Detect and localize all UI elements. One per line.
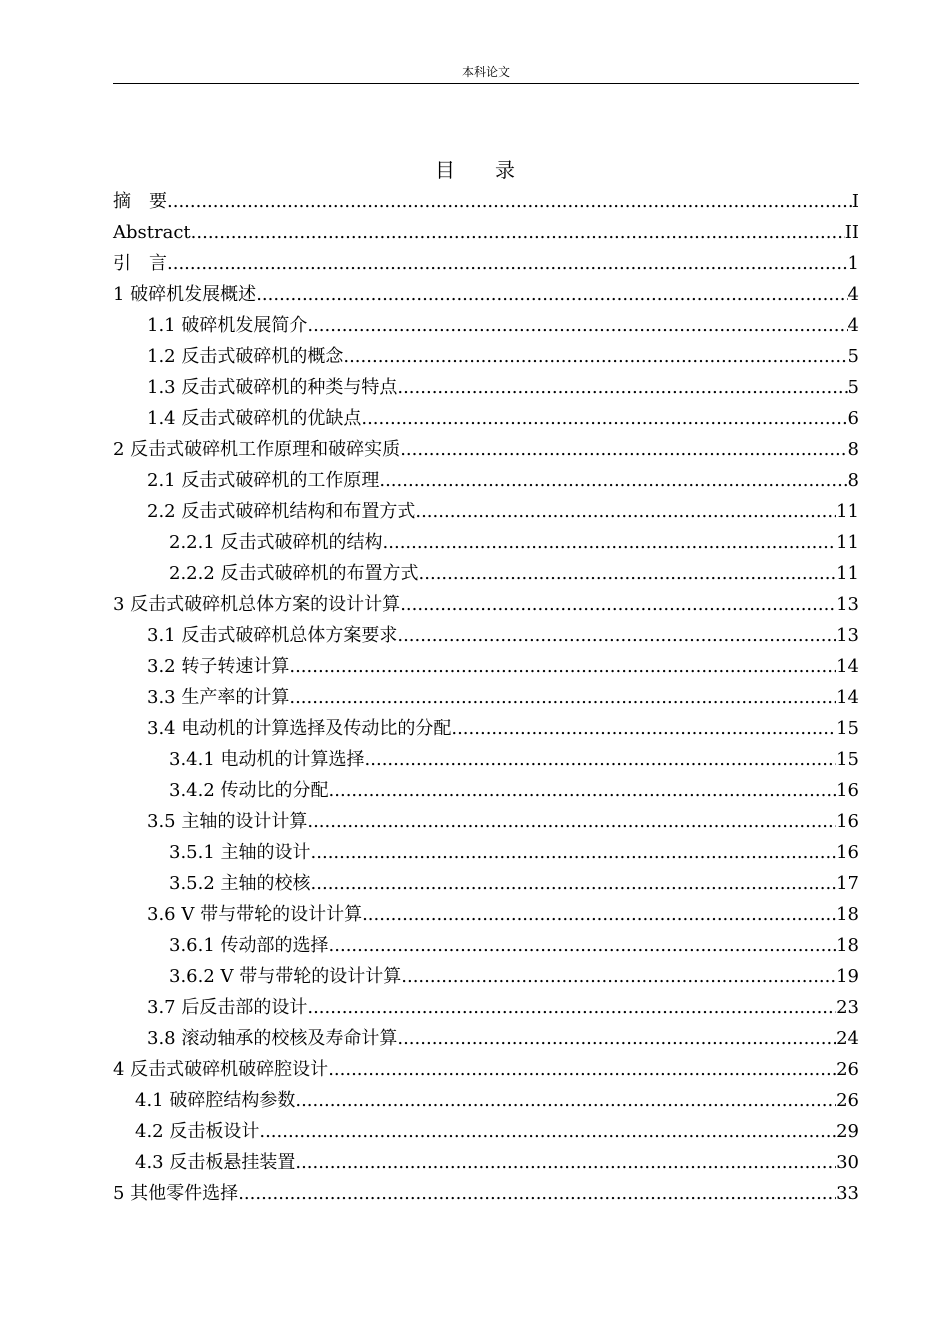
toc-entry-page: 11 bbox=[836, 563, 859, 584]
toc-entry-page: 6 bbox=[847, 408, 859, 429]
toc-dot-leader bbox=[238, 1178, 836, 1209]
toc-dot-leader bbox=[256, 279, 847, 310]
toc-entry-label: 2.1 反击式破碎机的工作原理 bbox=[147, 470, 380, 491]
toc-entry-page: 33 bbox=[836, 1183, 859, 1204]
toc-entry-page: 16 bbox=[836, 780, 859, 801]
page-header: 本科论文 bbox=[113, 62, 859, 84]
toc-entry-page: 18 bbox=[836, 904, 859, 925]
toc-entry-label: 3 反击式破碎机总体方案的设计计算 bbox=[113, 594, 401, 615]
toc-dot-leader bbox=[379, 465, 847, 496]
toc-entry[interactable] bbox=[113, 868, 859, 899]
toc-entry-label: 2.2.2 反击式破碎机的布置方式 bbox=[169, 563, 419, 584]
toc-entry-label: 2 反击式破碎机工作原理和破碎实质 bbox=[113, 439, 401, 460]
toc-entry-page: 24 bbox=[836, 1028, 859, 1049]
toc-dot-leader bbox=[401, 961, 836, 992]
toc-entry-page: 4 bbox=[847, 315, 859, 336]
toc-entry-page: I bbox=[851, 191, 859, 212]
toc-entry-label: Abstract bbox=[113, 222, 191, 243]
toc-entry[interactable] bbox=[113, 1116, 859, 1147]
toc-entry-label: 1 破碎机发展概述 bbox=[113, 284, 257, 305]
toc-entry-label: 3.1 反击式破碎机总体方案要求 bbox=[147, 625, 398, 646]
toc-entry-label: 3.4 电动机的计算选择及传动比的分配 bbox=[147, 718, 452, 739]
toc-entry-page: 14 bbox=[836, 656, 859, 677]
toc-dot-leader bbox=[400, 434, 847, 465]
toc-entry-page: 19 bbox=[836, 966, 859, 987]
toc-entry-page: 15 bbox=[836, 749, 859, 770]
toc-entry-page: 8 bbox=[847, 439, 859, 460]
toc-entry-label: 3.3 生产率的计算 bbox=[147, 687, 290, 708]
toc-entry-label: 3.2 转子转速计算 bbox=[147, 656, 290, 677]
toc-dot-leader bbox=[365, 744, 837, 775]
toc-entry-page: 4 bbox=[847, 284, 859, 305]
table-of-contents bbox=[113, 186, 859, 1209]
toc-entry[interactable] bbox=[113, 620, 859, 651]
toc-entry-page: 15 bbox=[836, 718, 859, 739]
toc-entry-page: 11 bbox=[836, 532, 859, 553]
toc-entry[interactable] bbox=[113, 744, 859, 775]
toc-entry[interactable] bbox=[113, 434, 859, 465]
toc-dot-leader bbox=[259, 1116, 836, 1147]
toc-entry[interactable] bbox=[113, 589, 859, 620]
toc-entry-label: 3.8 滚动轴承的校核及寿命计算 bbox=[147, 1028, 398, 1049]
page-title: 目 录 bbox=[435, 158, 515, 182]
toc-entry-label: 3.5 主轴的设计计算 bbox=[147, 811, 308, 832]
toc-entry-page: 29 bbox=[836, 1121, 859, 1142]
toc-entry[interactable] bbox=[113, 527, 859, 558]
toc-entry-label: 1.3 反击式破碎机的种类与特点 bbox=[147, 377, 398, 398]
toc-entry-page: 26 bbox=[836, 1090, 859, 1111]
toc-entry[interactable] bbox=[113, 930, 859, 961]
toc-dot-leader bbox=[295, 1085, 836, 1116]
toc-entry-page: 14 bbox=[836, 687, 859, 708]
toc-dot-leader bbox=[383, 527, 837, 558]
toc-entry-label: 3.5.1 主轴的设计 bbox=[169, 842, 311, 863]
toc-entry[interactable] bbox=[113, 1178, 859, 1209]
toc-entry-label: 3.6.2 V 带与带轮的设计计算 bbox=[169, 966, 402, 987]
toc-dot-leader bbox=[343, 341, 847, 372]
toc-dot-leader bbox=[397, 372, 847, 403]
toc-dot-leader bbox=[167, 186, 852, 217]
toc-entry[interactable] bbox=[113, 961, 859, 992]
toc-entry-page: 13 bbox=[836, 625, 859, 646]
toc-entry-page: 8 bbox=[847, 470, 859, 491]
toc-entry-label: 5 其他零件选择 bbox=[113, 1183, 239, 1204]
toc-entry[interactable] bbox=[113, 1085, 859, 1116]
toc-dot-leader bbox=[311, 837, 837, 868]
toc-entry-label: 4 反击式破碎机破碎腔设计 bbox=[113, 1059, 329, 1080]
toc-entry-label: 3.4.1 电动机的计算选择 bbox=[169, 749, 365, 770]
toc-entry[interactable] bbox=[113, 713, 859, 744]
toc-entry-label: 3.6 V 带与带轮的设计计算 bbox=[147, 904, 363, 925]
toc-entry[interactable] bbox=[113, 217, 859, 248]
toc-entry[interactable] bbox=[113, 775, 859, 806]
toc-entry[interactable] bbox=[113, 992, 859, 1023]
toc-dot-leader bbox=[191, 217, 845, 248]
toc-dot-leader bbox=[289, 682, 836, 713]
toc-entry-label: 3.4.2 传动比的分配 bbox=[169, 780, 329, 801]
toc-entry-label: 2.2 反击式破碎机结构和布置方式 bbox=[147, 501, 416, 522]
toc-entry[interactable] bbox=[113, 403, 859, 434]
toc-entry-label: 3.7 后反击部的设计 bbox=[147, 997, 308, 1018]
toc-entry[interactable] bbox=[113, 1147, 859, 1178]
toc-entry-label: 2.2.1 反击式破碎机的结构 bbox=[169, 532, 383, 553]
toc-dot-leader bbox=[361, 403, 847, 434]
toc-entry[interactable] bbox=[113, 279, 859, 310]
toc-entry[interactable] bbox=[113, 372, 859, 403]
toc-entry[interactable] bbox=[113, 682, 859, 713]
toc-entry-label: 3.6.1 传动部的选择 bbox=[169, 935, 329, 956]
toc-entry[interactable] bbox=[113, 651, 859, 682]
toc-entry-label: 3.5.2 主轴的校核 bbox=[169, 873, 311, 894]
toc-dot-leader bbox=[397, 620, 836, 651]
toc-entry-page: 17 bbox=[836, 873, 859, 894]
toc-dot-leader bbox=[451, 713, 836, 744]
toc-dot-leader bbox=[307, 992, 836, 1023]
toc-entry-label: 1.2 反击式破碎机的概念 bbox=[147, 346, 344, 367]
toc-entry[interactable] bbox=[113, 341, 859, 372]
toc-entry-page: II bbox=[844, 222, 859, 243]
toc-entry-page: 11 bbox=[836, 501, 859, 522]
toc-entry[interactable] bbox=[113, 310, 859, 341]
toc-dot-leader bbox=[328, 1054, 836, 1085]
toc-entry-page: 23 bbox=[836, 997, 859, 1018]
toc-entry-label: 4.1 破碎腔结构参数 bbox=[135, 1090, 296, 1111]
toc-dot-leader bbox=[307, 310, 847, 341]
toc-entry[interactable] bbox=[113, 1023, 859, 1054]
toc-entry[interactable] bbox=[113, 465, 859, 496]
toc-entry-page: 30 bbox=[836, 1152, 859, 1173]
toc-entry-label: 引 言 bbox=[113, 253, 167, 274]
toc-dot-leader bbox=[329, 930, 837, 961]
toc-entry-label: 1.4 反击式破碎机的优缺点 bbox=[147, 408, 362, 429]
toc-entry-page: 16 bbox=[836, 811, 859, 832]
toc-entry[interactable] bbox=[113, 837, 859, 868]
toc-dot-leader bbox=[419, 558, 837, 589]
toc-entry-page: 13 bbox=[836, 594, 859, 615]
toc-dot-leader bbox=[311, 868, 837, 899]
toc-entry[interactable] bbox=[113, 806, 859, 837]
toc-entry[interactable] bbox=[113, 558, 859, 589]
toc-dot-leader bbox=[307, 806, 836, 837]
toc-entry-page: 26 bbox=[836, 1059, 859, 1080]
toc-dot-leader bbox=[167, 248, 848, 279]
toc-entry-label: 4.2 反击板设计 bbox=[135, 1121, 260, 1142]
toc-entry-label: 4.3 反击板悬挂装置 bbox=[135, 1152, 296, 1173]
toc-entry-page: 18 bbox=[836, 935, 859, 956]
toc-entry[interactable] bbox=[113, 248, 859, 279]
toc-dot-leader bbox=[289, 651, 836, 682]
toc-entry-page: 5 bbox=[847, 377, 859, 398]
toc-dot-leader bbox=[397, 1023, 836, 1054]
toc-entry[interactable] bbox=[113, 899, 859, 930]
toc-entry-page: 5 bbox=[847, 346, 859, 367]
toc-dot-leader bbox=[362, 899, 836, 930]
toc-dot-leader bbox=[329, 775, 837, 806]
toc-entry[interactable] bbox=[113, 496, 859, 527]
toc-dot-leader bbox=[400, 589, 836, 620]
toc-entry[interactable] bbox=[113, 186, 859, 217]
toc-entry-page: 16 bbox=[836, 842, 859, 863]
toc-entry-label: 1.1 破碎机发展简介 bbox=[147, 315, 308, 336]
toc-dot-leader bbox=[295, 1147, 836, 1178]
toc-dot-leader bbox=[415, 496, 836, 527]
toc-entry-page: 1 bbox=[847, 253, 859, 274]
toc-entry[interactable] bbox=[113, 1054, 859, 1085]
toc-entry-label: 摘 要 bbox=[113, 191, 167, 212]
